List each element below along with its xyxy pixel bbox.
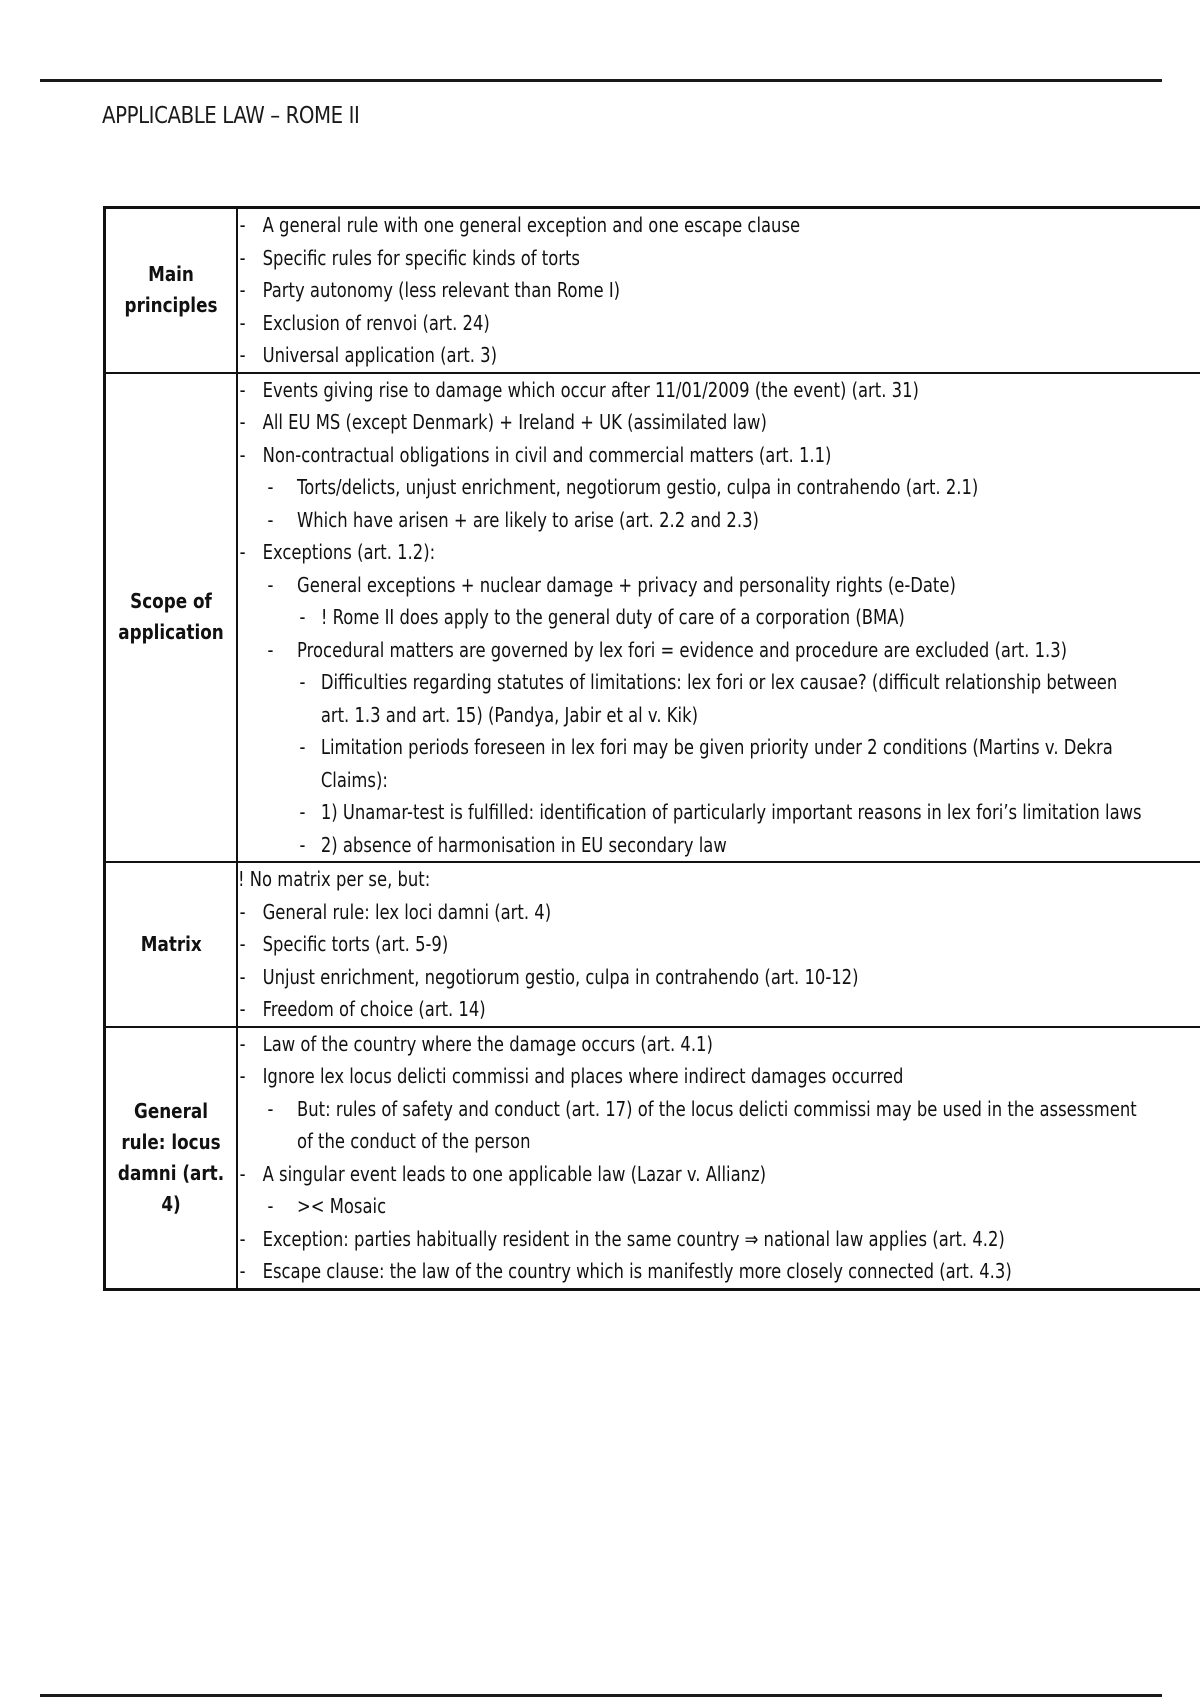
list-item: - 1) Unamar-test is fulfilled: identification of particularly important reasons in lex fori’s limitation laws <box>299 800 1142 824</box>
list-item: - ! Rome II does apply to the general duty of care of a corporation (BMA) <box>299 605 905 629</box>
row-content-cell <box>237 1027 1200 1290</box>
list-item: - Specific torts (art. 5-9) <box>239 932 449 956</box>
row-label-cell <box>105 1027 238 1290</box>
list-item: - 2) absence of harmonisation in EU secondary law <box>299 832 727 857</box>
row-content-cell <box>237 862 1200 1027</box>
bottom-rule <box>40 1694 1162 1697</box>
table-row-scope-of-application <box>105 373 1200 863</box>
list-item: - Specific rules for specific kinds of torts <box>239 245 580 270</box>
list-item: - Unjust enrichment, negotiorum gestio, culpa in contrahendo (art. 10-12) <box>239 964 859 989</box>
list-item-continuation: of the conduct of the person <box>297 1129 531 1153</box>
row-label <box>116 1096 225 1220</box>
list-item: - Which have arisen + are likely to arise (art. 2.2 and 2.3) <box>267 507 759 532</box>
row-label-cell <box>105 208 238 373</box>
list-item: - But: rules of safety and conduct (art. 17) of the locus delicti commissi may be used in the assessment <box>267 1096 1137 1121</box>
list-intro: ! No matrix per se, but: <box>238 867 431 891</box>
list-item: - Events giving rise to damage which occur after 11/01/2009 (the event) (art. 31) <box>239 377 919 402</box>
list-item: - All EU MS (except Denmark) + Ireland + UK (assimilated law) <box>239 410 767 434</box>
list-item-continuation: Claims): <box>320 767 388 792</box>
table-row-matrix <box>105 862 1200 1027</box>
list-item: - Non-contractual obligations in civil and commercial matters (art. 1.1) <box>239 442 832 467</box>
table-row-main-principles <box>105 208 1200 373</box>
row-label-cell <box>105 373 238 863</box>
table-row-general-rule <box>105 1027 1200 1290</box>
list-item: - Exceptions (art. 1.2): <box>239 540 436 564</box>
list-item: - Torts/delicts, unjust enrichment, negotiorum gestio, culpa in contrahendo (art. 2.1) <box>267 475 979 499</box>
list-item: - >< Mosaic <box>267 1194 387 1218</box>
list-item: - Party autonomy (less relevant than Rome I) <box>239 278 621 302</box>
row-label: Matrix <box>140 931 202 956</box>
row-label-line: General rule: locus <box>121 1098 221 1154</box>
list-item: - Limitation periods foreseen in lex fori may be given priority under 2 conditions (Martins v. Dekra <box>299 735 1113 759</box>
list-item: - Escape clause: the law of the country which is manifestly more closely connected (art. 4.3) <box>239 1259 1012 1283</box>
list-item: - General rule: lex loci damni (art. 4) <box>239 899 552 924</box>
list-item: - Difficulties regarding statutes of limitations: lex fori or lex causae? (difficult relationship between <box>299 670 1118 694</box>
list-item: - A general rule with one general exception and one escape clause <box>239 213 801 237</box>
list-item: - Freedom of choice (art. 14) <box>239 997 486 1021</box>
row-content-cell <box>237 373 1200 863</box>
list-item: - Law of the country where the damage occurs (art. 4.1) <box>239 1031 713 1056</box>
row-label: Scope of application <box>118 589 224 645</box>
row-content-cell <box>237 208 1200 373</box>
list-item: - Universal application (art. 3) <box>239 343 498 367</box>
list-item: - Exclusion of renvoi (art. 24) <box>239 310 490 335</box>
list-item-continuation: art. 1.3 and art. 15) (Pandya, Jabir et al v. Kik) <box>320 702 698 727</box>
list-item: - A singular event leads to one applicable law (Lazar v. Allianz) <box>239 1161 767 1186</box>
document-title: APPLICABLE LAW – ROME II <box>102 103 360 129</box>
list-item: - Ignore lex locus delicti commissi and places where indirect damages occurred <box>239 1064 904 1088</box>
row-label-line: damni (art. 4) <box>117 1160 225 1216</box>
list-item: - Exception: parties habitually resident in the same country ⇒ national law applies (art. 4.2) <box>239 1226 1005 1251</box>
top-rule <box>40 79 1162 82</box>
row-label-cell <box>105 862 238 1027</box>
list-item: - General exceptions + nuclear damage + privacy and personality rights (e-Date) <box>267 572 956 597</box>
rome-ii-summary-table <box>103 206 1200 1291</box>
list-item: - Procedural matters are governed by lex fori = evidence and procedure are excluded (art. 1.3) <box>267 637 1068 662</box>
row-label: Main principles <box>124 262 218 318</box>
